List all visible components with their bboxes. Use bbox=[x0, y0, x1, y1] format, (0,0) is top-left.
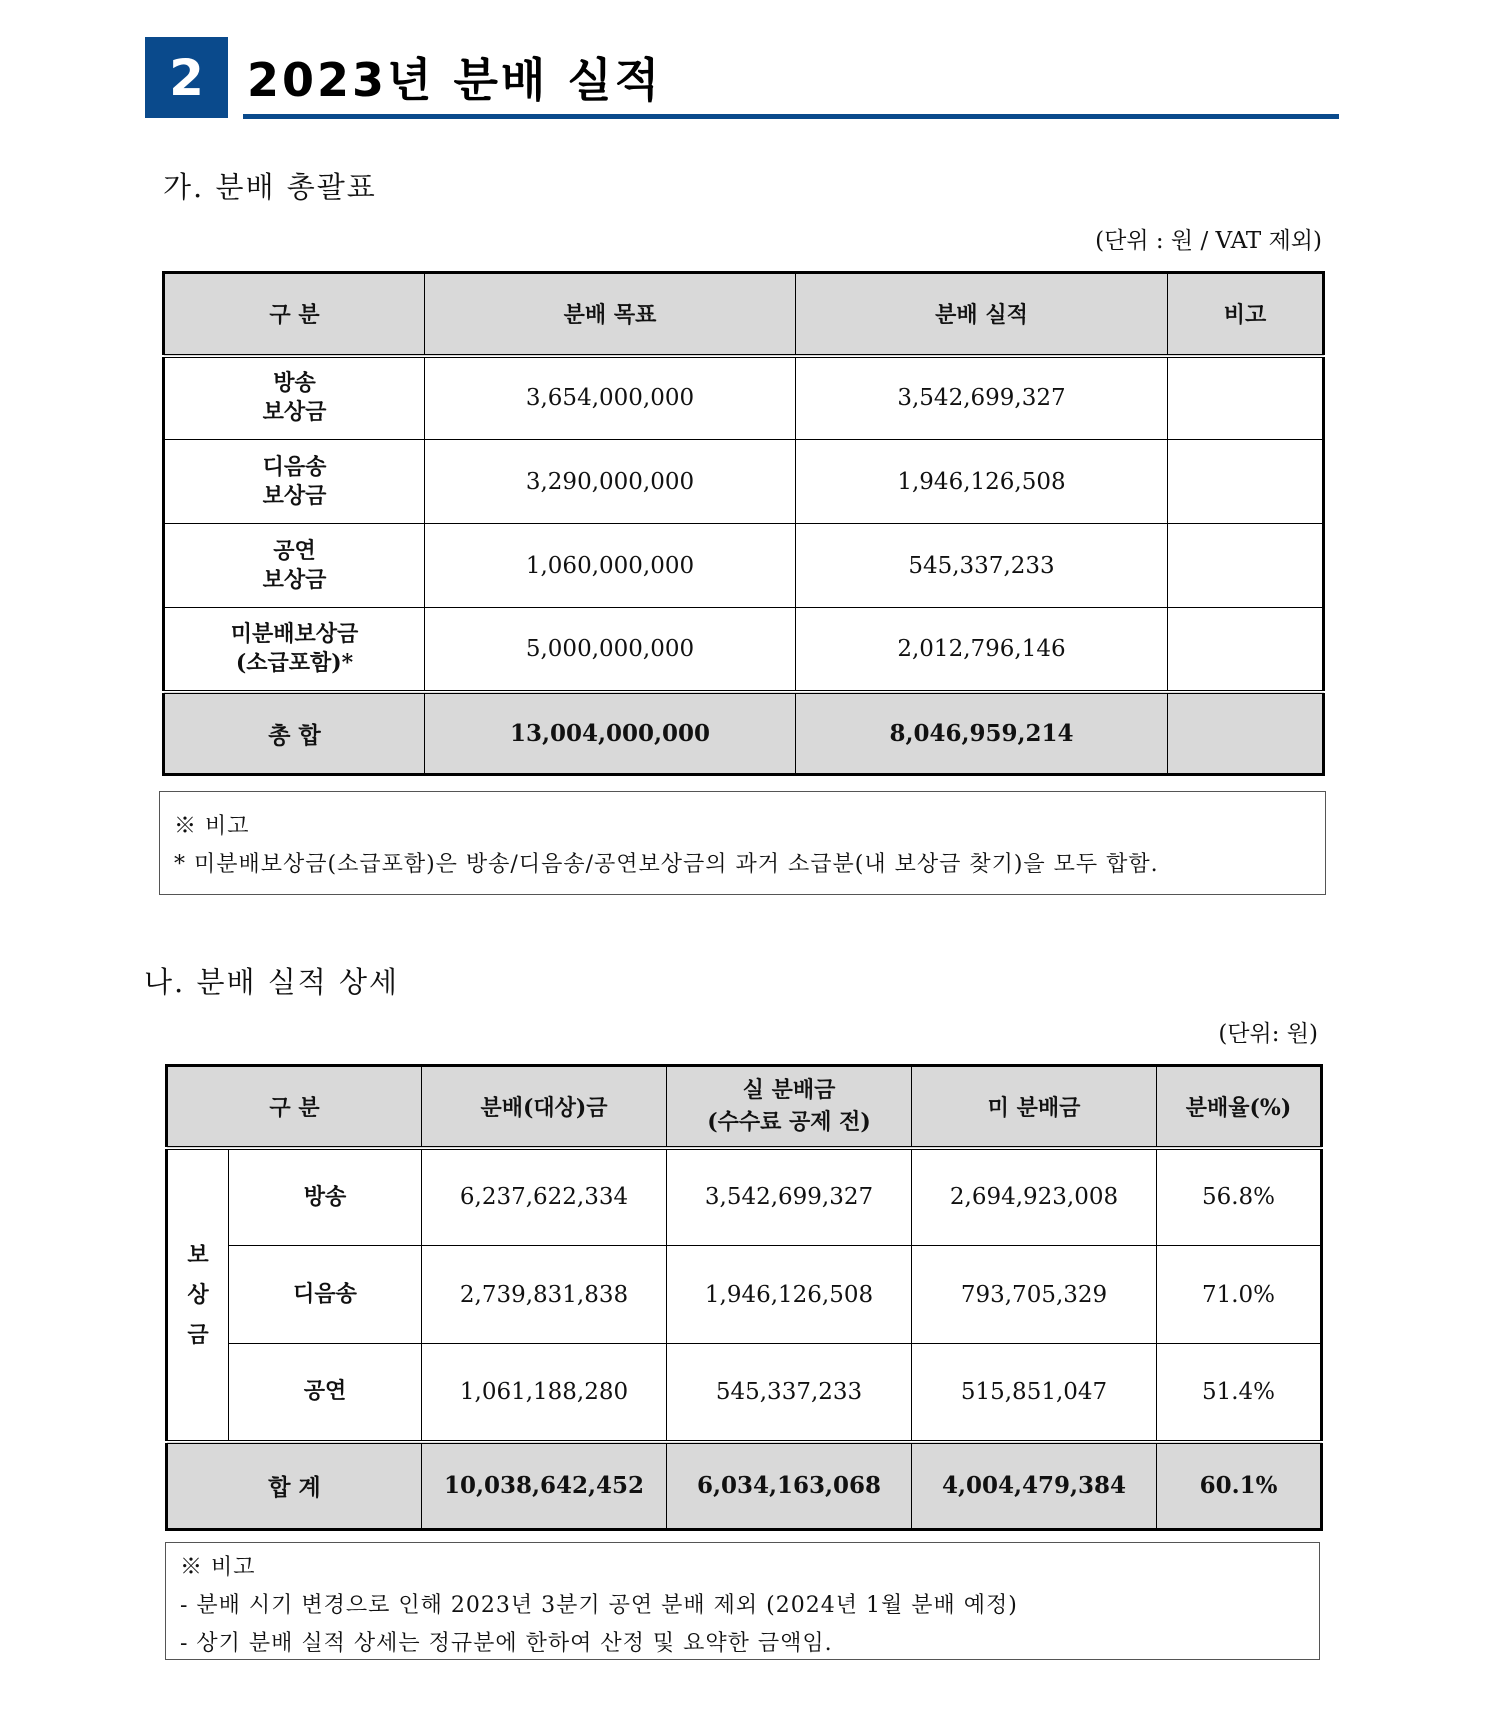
total-label: 합 계 bbox=[167, 1442, 422, 1530]
detail-unit-label: (단위: 원) bbox=[1218, 1021, 1318, 1047]
col-header-category: 구 분 bbox=[164, 273, 425, 356]
detail-remarks-box bbox=[165, 1542, 1320, 1660]
target-value: 3,654,000,000 bbox=[425, 356, 796, 440]
target-value: 1,060,000,000 bbox=[425, 524, 796, 608]
summary-table bbox=[162, 271, 1325, 776]
actual-value: 2,012,796,146 bbox=[796, 608, 1168, 692]
total-paid-amount: 6,034,163,068 bbox=[667, 1442, 912, 1530]
paid-amount: 3,542,699,327 bbox=[667, 1148, 912, 1246]
summary-section-title: 가. 분배 총괄표 bbox=[163, 170, 377, 204]
col-header-target: 분배 목표 bbox=[425, 273, 796, 356]
table-row bbox=[164, 440, 1324, 524]
total-label: 총 합 bbox=[164, 692, 425, 775]
target-amount: 2,739,831,838 bbox=[422, 1246, 667, 1344]
actual-value: 3,542,699,327 bbox=[796, 356, 1168, 440]
summary-unit-label: (단위 : 원 / VAT 제외) bbox=[1095, 228, 1322, 254]
col-header-rate: 분배율(%) bbox=[1157, 1066, 1322, 1148]
target-value: 5,000,000,000 bbox=[425, 608, 796, 692]
group-label: 보 상 금 bbox=[167, 1148, 229, 1442]
total-actual-value: 8,046,959,214 bbox=[796, 692, 1168, 775]
table-row bbox=[167, 1344, 1322, 1442]
rate-value: 56.8% bbox=[1157, 1148, 1322, 1246]
row-label: 공연 bbox=[229, 1344, 422, 1442]
table-row bbox=[164, 524, 1324, 608]
col-header-note: 비고 bbox=[1168, 273, 1324, 356]
unpaid-amount: 515,851,047 bbox=[912, 1344, 1157, 1442]
col-header-target-amount: 분배(대상)금 bbox=[422, 1066, 667, 1148]
note-cell bbox=[1168, 356, 1324, 440]
unpaid-amount: 793,705,329 bbox=[912, 1246, 1157, 1344]
detail-table bbox=[165, 1064, 1323, 1531]
total-target-value: 13,004,000,000 bbox=[425, 692, 796, 775]
rate-value: 51.4% bbox=[1157, 1344, 1322, 1442]
total-target-amount: 10,038,642,452 bbox=[422, 1442, 667, 1530]
remarks-heading: ※ 비고 bbox=[174, 814, 250, 839]
target-amount: 6,237,622,334 bbox=[422, 1148, 667, 1246]
total-rate: 60.1% bbox=[1157, 1442, 1322, 1530]
total-row bbox=[164, 692, 1324, 775]
note-cell bbox=[1168, 524, 1324, 608]
total-row bbox=[167, 1442, 1322, 1530]
row-label: 공연 보상금 bbox=[164, 524, 425, 608]
row-label: 디음송 bbox=[229, 1246, 422, 1344]
target-value: 3,290,000,000 bbox=[425, 440, 796, 524]
col-header-actual: 분배 실적 bbox=[796, 273, 1168, 356]
paid-amount: 1,946,126,508 bbox=[667, 1246, 912, 1344]
actual-value: 1,946,126,508 bbox=[796, 440, 1168, 524]
unpaid-amount: 2,694,923,008 bbox=[912, 1148, 1157, 1246]
row-label: 방송 보상금 bbox=[164, 356, 425, 440]
table-row bbox=[164, 608, 1324, 692]
target-amount: 1,061,188,280 bbox=[422, 1344, 667, 1442]
remarks-heading: ※ 비고 bbox=[180, 1555, 256, 1580]
title-underline bbox=[243, 114, 1339, 119]
note-cell bbox=[1168, 608, 1324, 692]
remarks-text: * 미분배보상금(소급포함)은 방송/디음송/공연보상금의 과거 소급분(내 보상금 찾기)을 모두 합함. bbox=[174, 852, 1159, 877]
col-header-category: 구 분 bbox=[167, 1066, 422, 1148]
note-cell bbox=[1168, 440, 1324, 524]
actual-value: 545,337,233 bbox=[796, 524, 1168, 608]
table-row bbox=[164, 356, 1324, 440]
row-label: 방송 bbox=[229, 1148, 422, 1246]
rate-value: 71.0% bbox=[1157, 1246, 1322, 1344]
page-title: 2023년 분배 실적 bbox=[247, 53, 663, 107]
detail-section-title: 나. 분배 실적 상세 bbox=[144, 965, 399, 999]
remarks-text: - 상기 분배 실적 상세는 정규분에 한하여 산정 및 요약한 금액임. bbox=[180, 1631, 833, 1656]
remarks-text: - 분배 시기 변경으로 인해 2023년 3분기 공연 분배 제외 (2024년 1월 분배 예정) bbox=[180, 1593, 1018, 1618]
paid-amount: 545,337,233 bbox=[667, 1344, 912, 1442]
table-row bbox=[167, 1246, 1322, 1344]
total-unpaid-amount: 4,004,479,384 bbox=[912, 1442, 1157, 1530]
col-header-paid-amount: 실 분배금 (수수료 공제 전) bbox=[667, 1066, 912, 1148]
section-number-badge: 2 bbox=[145, 37, 228, 118]
total-note-cell bbox=[1168, 692, 1324, 775]
table-row bbox=[167, 1148, 1322, 1246]
row-label: 미분배보상금 (소급포함)* bbox=[164, 608, 425, 692]
row-label: 디음송 보상금 bbox=[164, 440, 425, 524]
summary-remarks-box bbox=[159, 791, 1326, 895]
col-header-unpaid-amount: 미 분배금 bbox=[912, 1066, 1157, 1148]
